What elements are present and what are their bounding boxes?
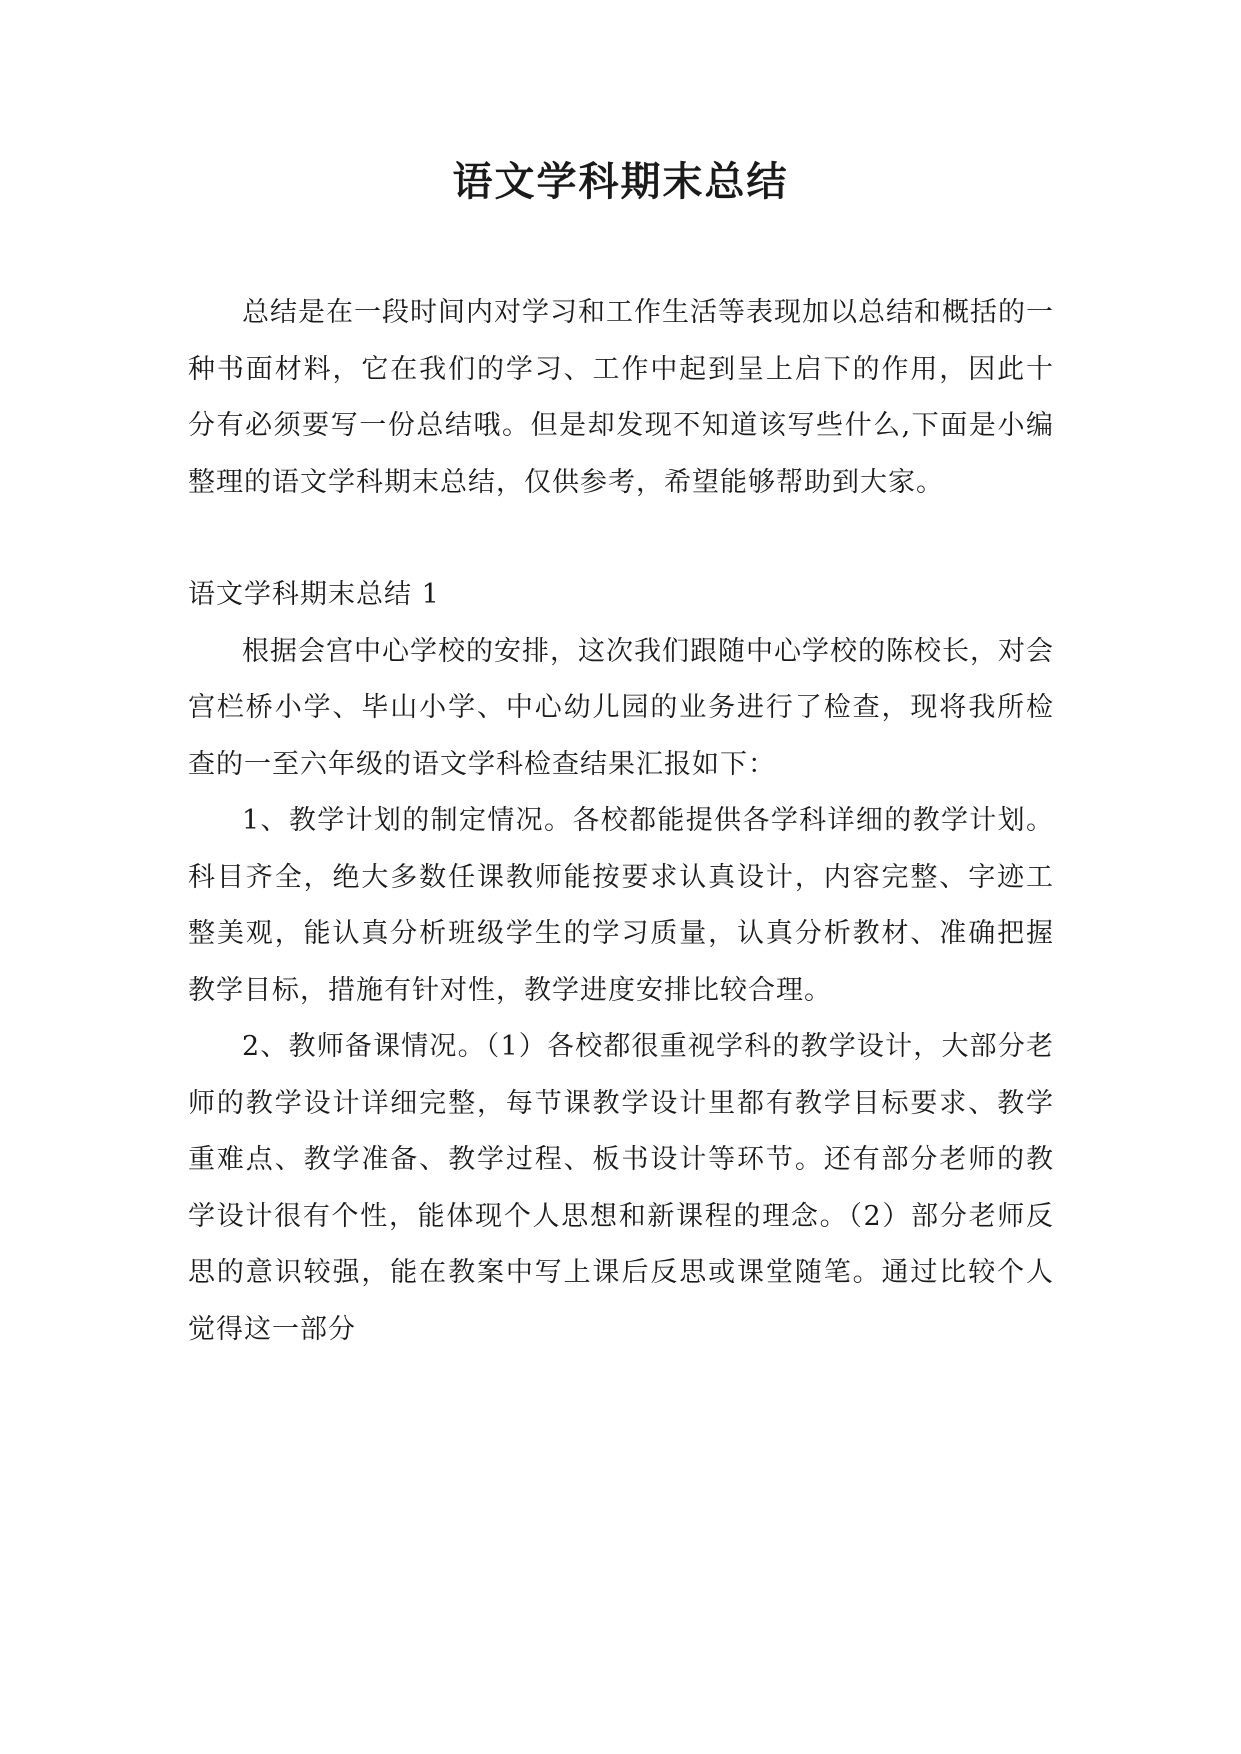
- body-paragraph-1: 根据会宫中心学校的安排，这次我们跟随中心学校的陈校长，对会宫栏桥小学、毕山小学、中心幼儿园的业务进行了检查，现将我所检查的一至六年级的语文学科检查结果汇报如下：: [188, 635, 1054, 780]
- body-paragraph-2: 1、教学计划的制定情况。各校都能提供各学科详细的教学计划。科目齐全，绝大多数任课教师能按要求认真设计，内容完整、字迹工整美观，能认真分析班级学生的学习质量，认真分析教材、准确把握教学目标，措施有针对性，教学进度安排比较合理。: [188, 805, 1054, 1006]
- document-title: 语文学科期末总结: [452, 158, 789, 205]
- section-heading: 语文学科期末总结 1: [188, 579, 440, 610]
- intro-paragraph: 总结是在一段时间内对学习和工作生活等表现加以总结和概括的一种书面材料，它在我们的学习、工作中起到呈上启下的作用，因此十分有必须要写一份总结哦。但是却发现不知道该写些什么,下面是小编整理的语文学科期末总结，仅供参考，希望能够帮助到大家。: [188, 297, 1054, 498]
- document-body: [188, 285, 1054, 1358]
- body-paragraph-3: 2、教师备课情况。（1）各校都很重视学科的教学设计，大部分老师的教学设计详细完整，每节课教学设计里都有教学目标要求、教学重难点、教学准备、教学过程、板书设计等环节。还有部分老师的教学设计很有个性，能体现个人思想和新课程的理念。（2）部分老师反思的意识较强，能在教案中写上课后反思或课堂随笔。通过比较个人觉得这一部分: [188, 1031, 1054, 1345]
